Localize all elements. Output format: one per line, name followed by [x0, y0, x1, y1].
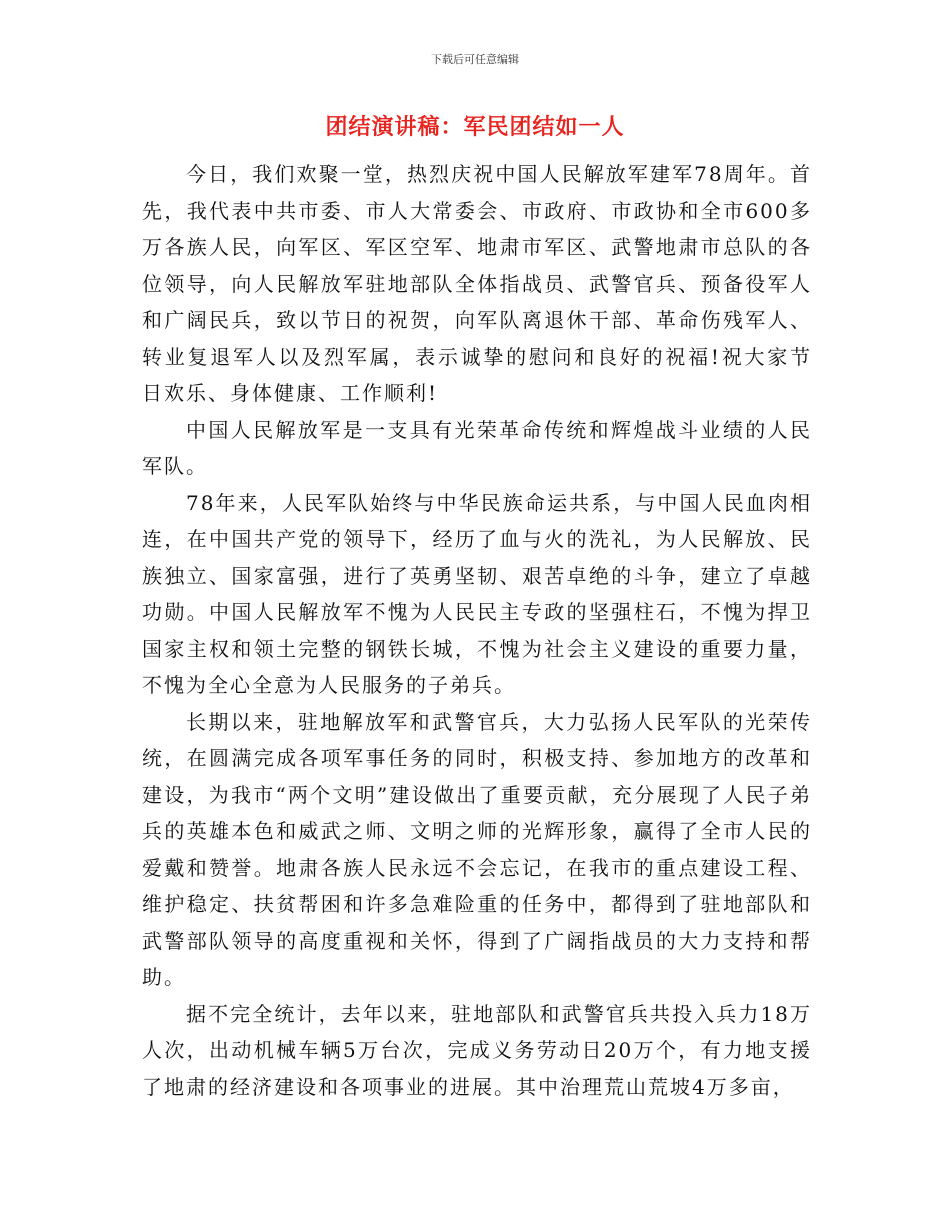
- document-title: 团结演讲稿：军民团结如一人: [325, 115, 625, 140]
- paragraph: 78年来，人民军队始终与中华民族命运共系，与中国人民血肉相连，在中国共产党的领导下，经历了血与火的洗礼，为人民解放、民族独立、国家富强，进行了英勇坚韧、艰苦卓绝的斗争，建立了卓越功勋。中国人民解放军不愧为人民民主专政的坚强柱石，不愧为捍卫国家主权和领土完整的钢铁长城，不愧为社会主义建设的重要力量，不愧为全心全意为人民服务的子弟兵。: [142, 490, 812, 697]
- paragraph: 中国人民解放军是一支具有光荣革命传统和辉煌战斗业绩的人民军队。: [142, 417, 812, 478]
- paragraph: 长期以来，驻地解放军和武警官兵，大力弘扬人民军队的光荣传统，在圆满完成各项军事任务的同时，积极支持、参加地方的改革和建设，为我市“两个文明”建设做出了重要贡献，充分展现了人民子弟兵的英雄本色和威武之师、文明之师的光辉形象，赢得了全市人民的爱戴和赞誉。地肃各族人民永远不会忘记，在我市的重点建设工程、维护稳定、扶贫帮困和许多急难险重的任务中，都得到了驻地部队和武警部队领导的高度重视和关怀，得到了广阔指战员的大力支持和帮助。: [142, 709, 812, 989]
- paragraph: 今日，我们欢聚一堂，热烈庆祝中国人民解放军建军78周年。首先，我代表中共市委、市人大常委会、市政府、市政协和全市600多万各族人民，向军区、军区空军、地肃市军区、武警地肃市总队的各位领导，向人民解放军驻地部队全体指战员、武警官兵、预备役军人和广阔民兵，致以节日的祝贺，向军队离退休干部、革命伤残军人、转业复退军人以及烈军属，表示诚挚的慰问和良好的祝福!祝大家节日欢乐、身体健康、工作顺利!: [142, 162, 812, 405]
- document-body: [142, 156, 812, 1105]
- header-note: 下载后可任意编辑: [431, 53, 519, 66]
- paragraph: 据不完全统计，去年以来，驻地部队和武警官兵共投入兵力18万人次，出动机械车辆5万台次，完成义务劳动日20万个，有力地支援了地肃的经济建设和各项事业的进展。其中治理荒山荒坡4万多亩，: [142, 1001, 812, 1099]
